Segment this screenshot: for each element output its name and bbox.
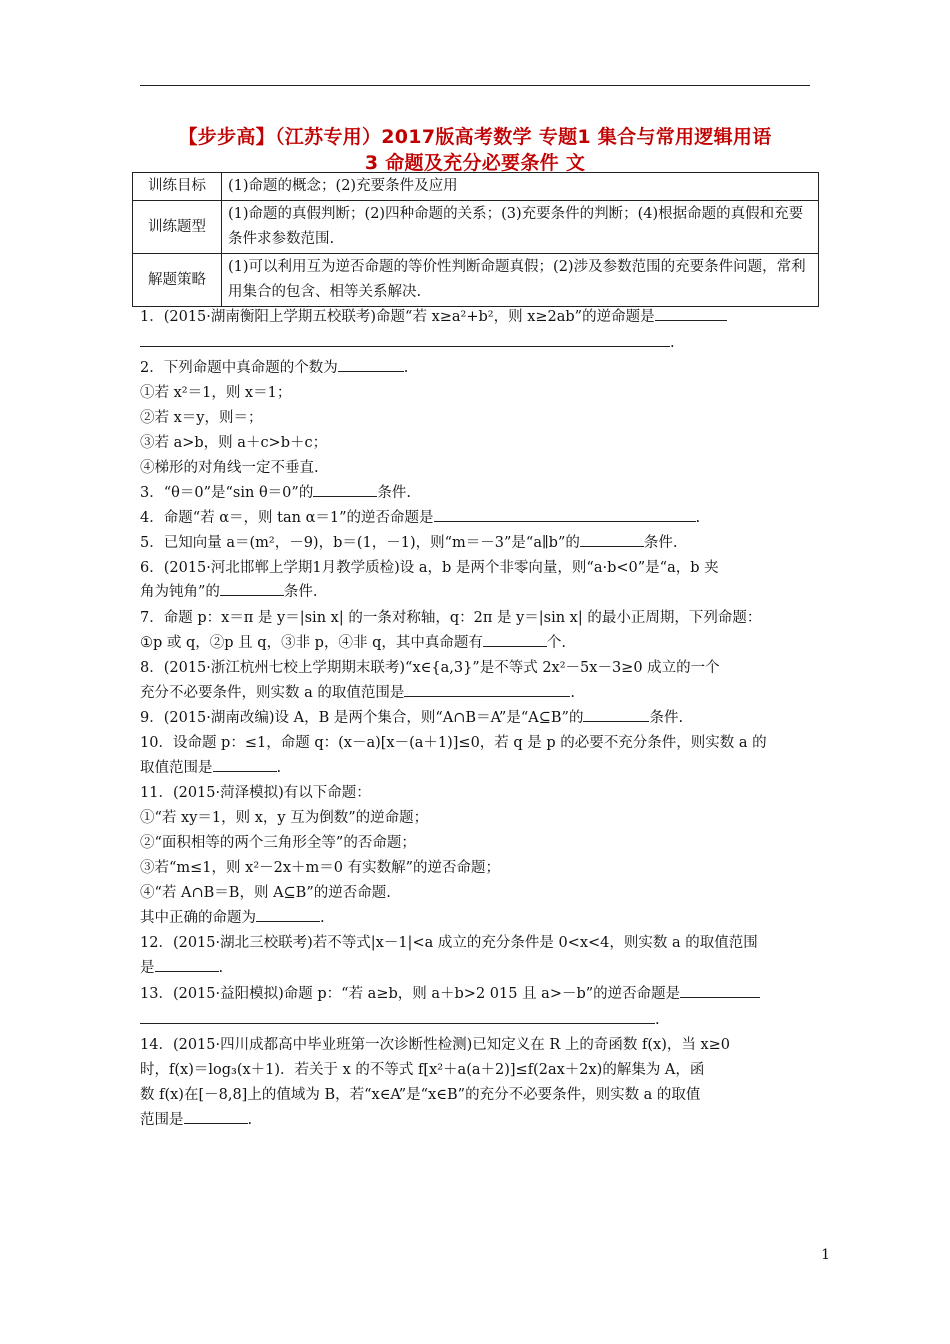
answer-blank [140, 1008, 655, 1024]
question-14-cont: 数 f(x)在[－8,8]上的值域为 B，若“x∈A”是“x∈B”的充分不必要条件，则实数 a 的取值 [140, 1087, 701, 1103]
answer-blank [256, 906, 320, 922]
question-2-item: ④梯形的对角线一定不垂直. [140, 460, 319, 476]
question-13-cont [140, 1008, 820, 1033]
answer-blank [655, 305, 727, 321]
title-line-1: 【步步高】（江苏专用）2017版高考数学 专题1 集合与常用逻辑用语 [178, 126, 772, 148]
table-value: (1)可以利用互为逆否命题的等价性判断命题真假；(2)涉及参数范围的充要条件问题，常利用集合的包含、相等关系解决. [222, 254, 819, 307]
question-text: 角为钝角”的 [140, 584, 220, 600]
question-12-cont [140, 956, 820, 981]
question-text: 其中正确的命题为 [140, 910, 256, 926]
table-key: 训练题型 [133, 201, 222, 254]
answer-blank [338, 356, 404, 372]
question-text: . [320, 910, 325, 926]
answer-blank [680, 982, 760, 998]
question-text: 1．(2015·湖南衡阳上学期五校联考)命题“若 x≥a²+b²，则 x≥2ab”的逆命题是 [140, 309, 655, 325]
answer-blank [213, 756, 277, 772]
question-4 [140, 506, 820, 531]
question-11: 11．(2015·菏泽模拟)有以下命题： [140, 785, 371, 801]
table-row [133, 173, 819, 201]
question-text: . [670, 335, 675, 351]
training-info-table [132, 172, 819, 307]
question-9 [140, 706, 820, 731]
answer-blank [220, 580, 284, 596]
table-key: 训练目标 [133, 173, 222, 201]
question-text: 是 [140, 960, 155, 976]
table-value: (1)命题的概念；(2)充要条件及应用 [222, 173, 819, 201]
answer-blank [404, 681, 570, 697]
question-2 [140, 356, 820, 381]
question-6: 6．(2015·河北邯郸上学期1月教学质检)设 a，b 是两个非零向量，则“a·b<0”是“a，b 夹 [140, 560, 719, 576]
question-text: . [695, 510, 701, 526]
answer-blank [483, 631, 547, 647]
question-10: 10．设命题 p：≤1，命题 q：(x－a)[x－(a＋1)]≤0，若 q 是 p 的必要不充分条件，则实数 a 的 [140, 735, 767, 751]
answer-blank [434, 506, 696, 522]
question-14-cont: 时，f(x)＝log₃(x＋1)．若关于 x 的不等式 f[x²＋a(a＋2)]≤f(2ax＋2x)的解集为 A，函 [140, 1062, 705, 1078]
table-key: 解题策略 [133, 254, 222, 307]
answer-blank [184, 1108, 248, 1124]
question-text: . [403, 360, 409, 376]
question-text: 条件. [283, 584, 318, 600]
question-text: ①p 或 q，②p 且 q，③非 p，④非 q，其中真命题有 [140, 635, 483, 651]
question-6-cont [140, 580, 820, 605]
question-text: 条件. [649, 710, 684, 726]
question-text: 充分不必要条件，则实数 a 的取值范围是 [140, 685, 405, 701]
question-1-cont [140, 331, 820, 356]
question-text: 条件. [643, 535, 678, 551]
question-11-item: ②“面积相等的两个三角形全等”的否命题； [140, 835, 416, 851]
answer-blank [313, 481, 377, 497]
table-value: (1)命题的真假判断；(2)四种命题的关系；(3)充要条件的判断；(4)根据命题的真假和充要条件求参数范围. [222, 201, 819, 254]
question-2-item: ③若 a>b，则 a＋c>b＋c； [140, 435, 328, 451]
question-11-item: ③若“m≤1，则 x²－2x＋m＝0 有实数解”的逆否命题； [140, 860, 501, 876]
question-2-item: ②若 x＝y，则＝； [140, 410, 263, 426]
question-11-item: ④“若 A∩B＝B，则 A⊆B”的逆否命题. [140, 885, 391, 901]
question-text: . [570, 685, 575, 701]
table-row [133, 254, 819, 307]
answer-blank [155, 956, 219, 972]
question-text: . [247, 1112, 253, 1128]
question-8-cont [140, 681, 820, 706]
question-14-cont [140, 1108, 820, 1133]
question-text: 13．(2015·益阳模拟)命题 p：“若 a≥b，则 a＋b>2 015 且 a>－b”的逆否命题是 [140, 986, 681, 1002]
question-7-cont [140, 631, 820, 656]
question-text: 取值范围是 [140, 760, 213, 776]
question-text: 范围是 [140, 1112, 184, 1128]
question-3 [140, 481, 820, 506]
question-text: 3．“θ＝0”是“sin θ＝0”的 [140, 485, 314, 501]
question-11-cont [140, 906, 820, 931]
answer-blank [583, 706, 649, 722]
question-8: 8．(2015·浙江杭州七校上学期期末联考)“x∈{a,3}”是不等式 2x²－5x－3≥0 成立的一个 [140, 660, 720, 676]
question-text: 4．命题“若 α＝，则 tan α＝1”的逆否命题是 [140, 510, 434, 526]
document-title [130, 124, 820, 176]
question-text: 条件. [377, 485, 411, 501]
question-text: 个. [546, 635, 566, 651]
question-text: . [218, 960, 224, 976]
question-5 [140, 531, 820, 556]
question-14: 14．(2015·四川成都高中毕业班第一次诊断性检测)已知定义在 R 上的奇函数 f(x)，当 x≥0 [140, 1037, 731, 1053]
question-text: . [276, 760, 282, 776]
question-7: 7．命题 p：x＝π 是 y＝|sin x| 的一条对称轴，q：2π 是 y＝|sin x| 的最小正周期，下列命题： [140, 610, 762, 626]
question-13 [140, 982, 820, 1007]
question-11-item: ①“若 xy＝1，则 x，y 互为倒数”的逆命题； [140, 810, 429, 826]
header-rule [140, 85, 810, 86]
question-1 [140, 305, 820, 330]
question-2-item: ①若 x²＝1，则 x＝1； [140, 385, 292, 401]
title-line-2: 3 命题及充分必要条件 文 [364, 152, 586, 174]
question-text: 2．下列命题中真命题的个数为 [140, 360, 338, 376]
question-text: 9．(2015·湖南改编)设 A，B 是两个集合，则“A∩B＝A”是“A⊆B”的 [140, 710, 584, 726]
answer-blank [140, 331, 670, 347]
question-12: 12．(2015·湖北三校联考)若不等式|x－1|<a 成立的充分条件是 0<x<4，则实数 a 的取值范围 [140, 935, 758, 951]
page-number: 1 [821, 1247, 830, 1263]
question-text: 5．已知向量 a＝(m²，－9)，b＝(1，－1)，则“m＝－3”是“a∥b”的 [140, 535, 580, 551]
question-text: . [655, 1012, 660, 1028]
table-row [133, 201, 819, 254]
question-10-cont [140, 756, 820, 781]
answer-blank [580, 531, 644, 547]
